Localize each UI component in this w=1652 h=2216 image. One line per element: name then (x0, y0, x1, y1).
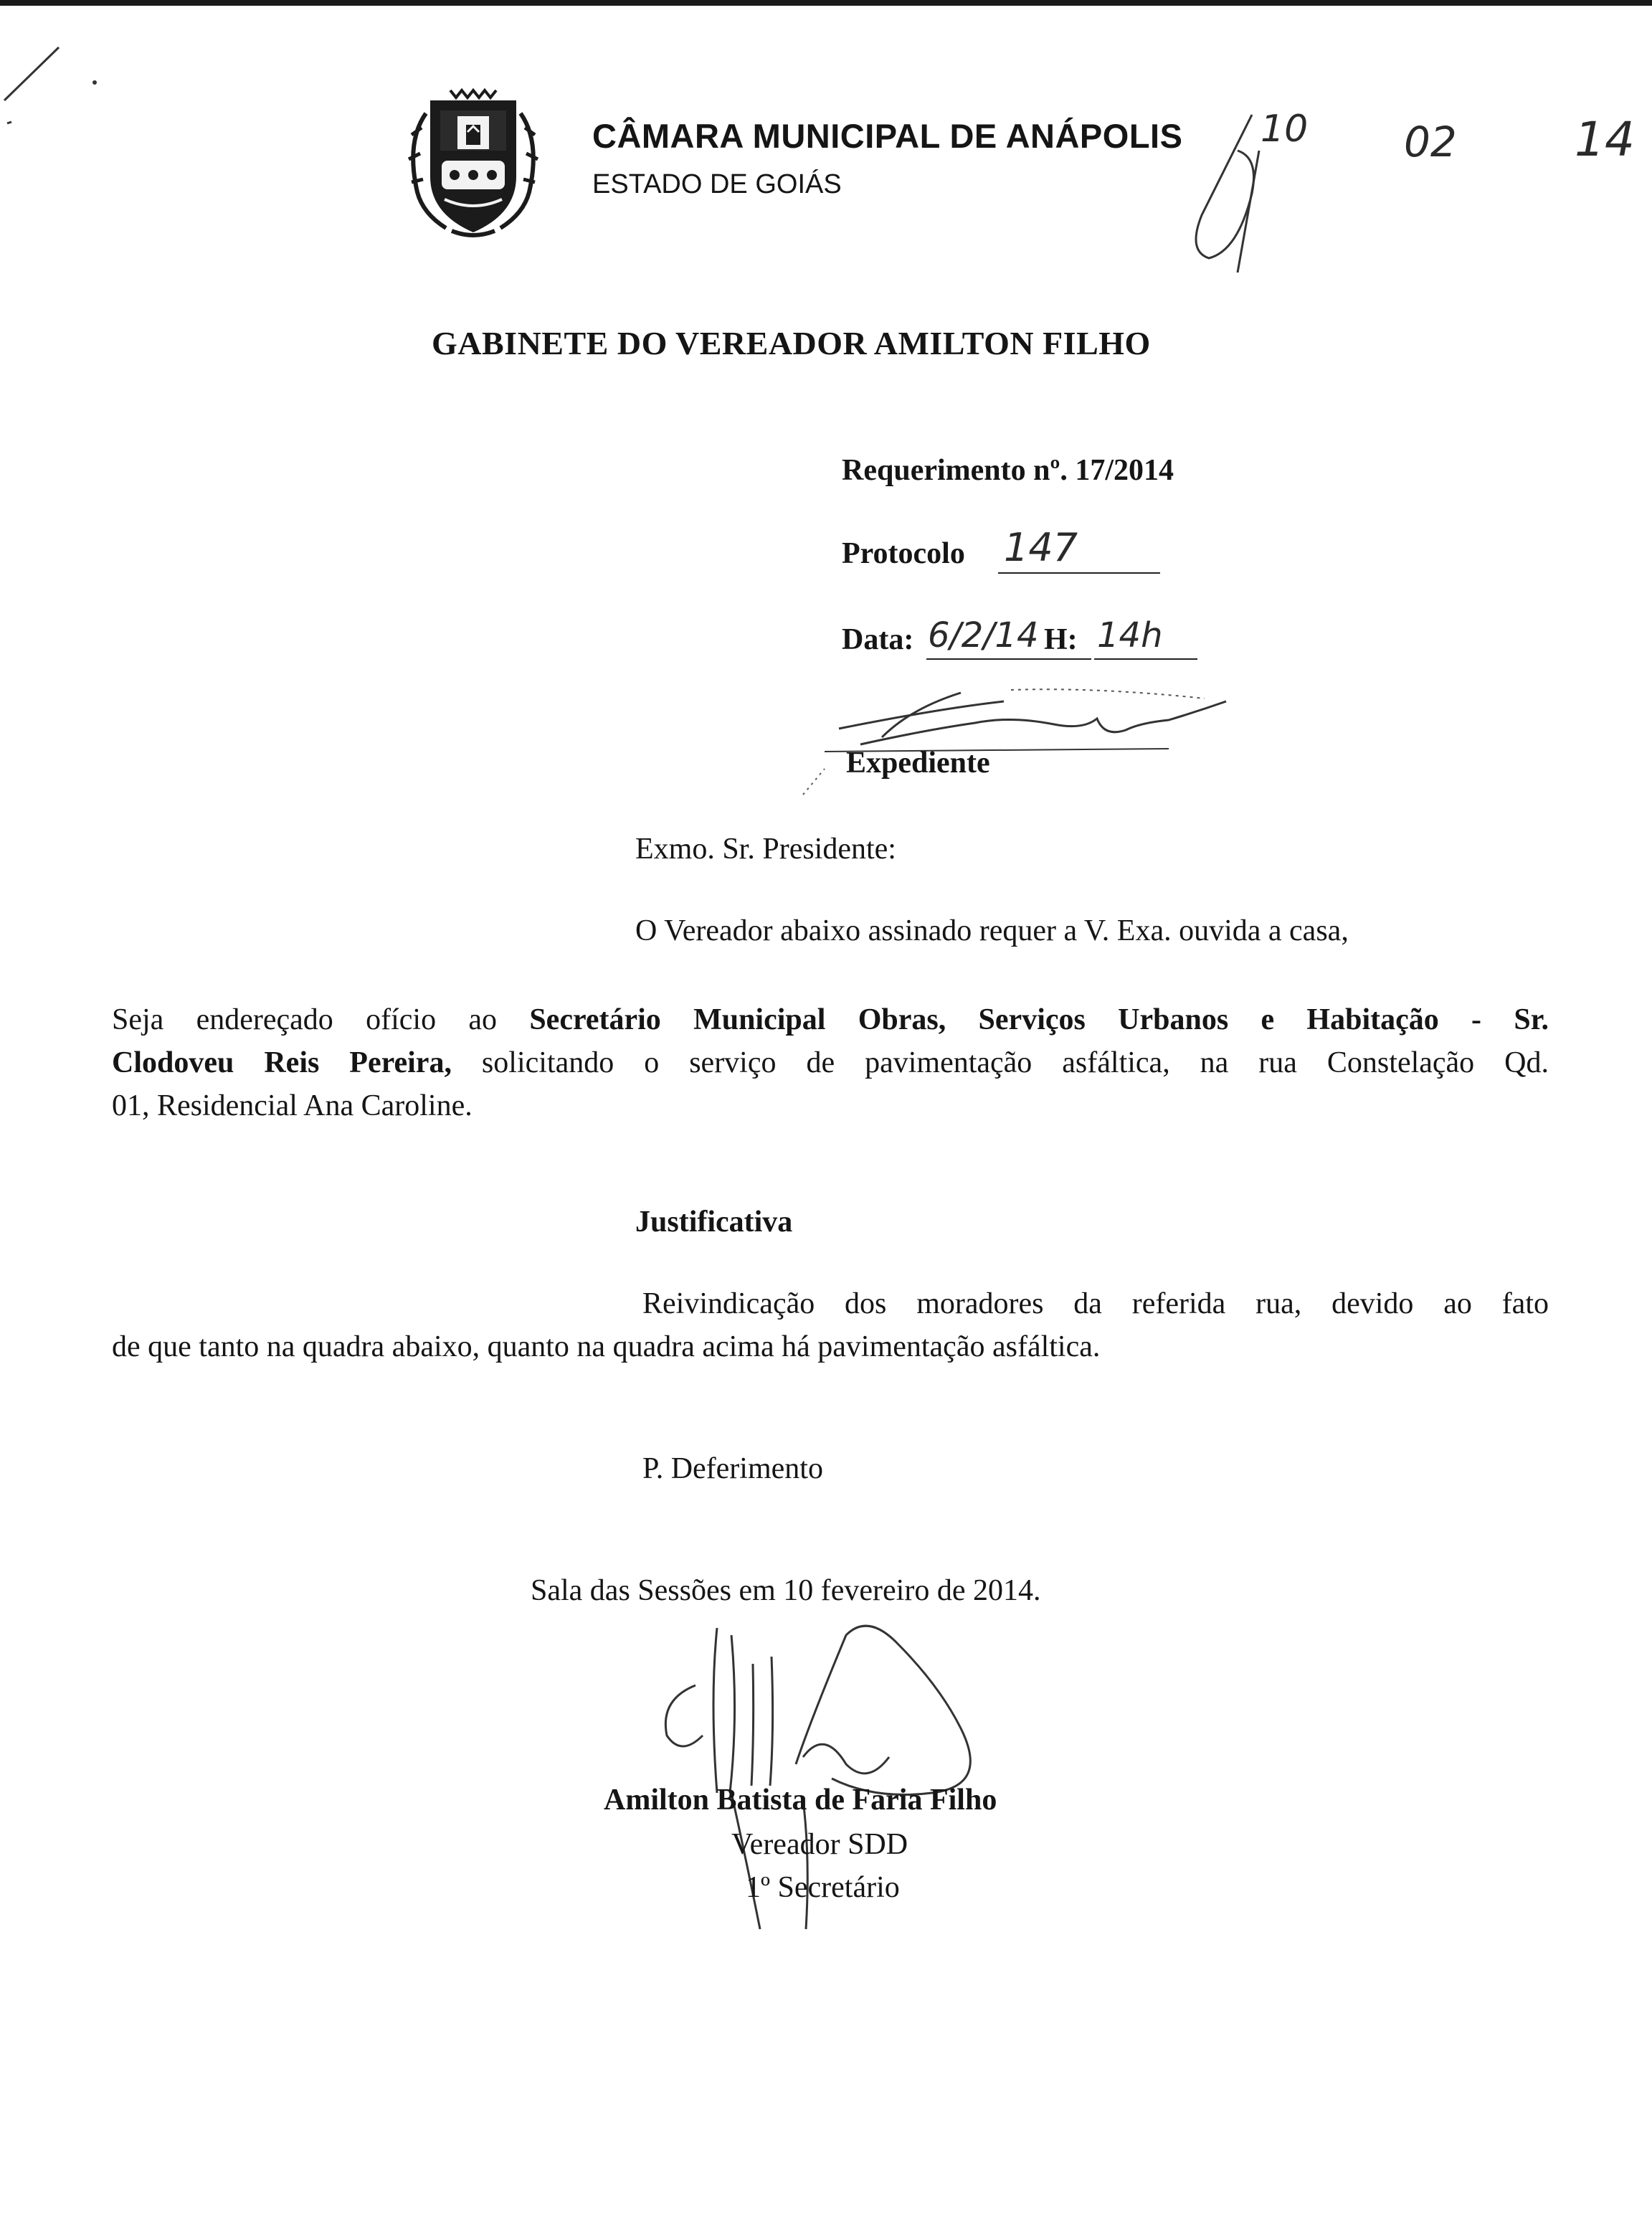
secretary-name: Clodoveu Reis Pereira, (112, 1046, 452, 1079)
hora-label: H: (1044, 623, 1078, 656)
hora-value: 14h (1097, 615, 1163, 655)
cabinet-title: GABINETE DO VEREADOR AMILTON FILHO (432, 325, 1151, 361)
handwritten-mark-2: 02 (1404, 118, 1457, 166)
expediente-label: Expediente (846, 747, 990, 780)
pen-mark-top-left (0, 43, 100, 143)
secretary-title: Secretário Municipal Obras, Serviços Urbanos e Habitação - Sr. (529, 1003, 1549, 1036)
place-date: Sala das Sessões em 10 fevereiro de 2014. (531, 1574, 1041, 1607)
hora-line (1094, 658, 1197, 660)
institution-name: CÂMARA MUNICIPAL DE ANÁPOLIS (592, 117, 1183, 155)
handwritten-initials (1173, 108, 1273, 273)
requerimento-number: Requerimento nº. 17/2014 (842, 454, 1174, 487)
request-line-1 (112, 998, 1549, 1041)
protocolo-line (998, 572, 1160, 574)
closing: P. Deferimento (642, 1452, 823, 1485)
signatory-name: Amilton Batista de Faria Filho (604, 1784, 997, 1817)
justification-line-1: Reivindicação dos moradores da referida rua, devido ao fato (642, 1287, 1549, 1320)
intro-line: O Vereador abaixo assinado requer a V. Exa. ouvida a casa, (635, 914, 1349, 947)
handwritten-mark-3: 14 (1575, 112, 1635, 167)
request-line-3: 01, Residencial Ana Caroline. (112, 1089, 473, 1122)
municipal-coat-of-arms-icon (402, 85, 545, 242)
top-border-line (0, 0, 1652, 6)
data-line (926, 658, 1091, 660)
request-line-2 (112, 1041, 1549, 1084)
protocolo-label: Protocolo (842, 537, 965, 570)
signatory-position: 1º Secretário (746, 1871, 900, 1904)
data-value: 6/2/14 (928, 615, 1039, 655)
handwritten-mark-1: 10 (1261, 108, 1309, 151)
request-line-1-start: Seja endereçado ofício ao (112, 1003, 530, 1036)
signatory-role: Vereador SDD (731, 1828, 908, 1861)
data-label: Data: (842, 623, 914, 656)
justification-line-2: de que tanto na quadra abaixo, quanto na quadra acima há pavimentação asfáltica. (112, 1330, 1101, 1363)
request-line-2-rest: solicitando o serviço de pavimentação asfáltica, na rua Constelação Qd. (451, 1046, 1549, 1079)
protocolo-value: 147 (1004, 525, 1078, 570)
state-name: ESTADO DE GOIÁS (592, 169, 842, 199)
justification-title: Justificativa (635, 1206, 793, 1239)
salutation: Exmo. Sr. Presidente: (635, 833, 896, 866)
